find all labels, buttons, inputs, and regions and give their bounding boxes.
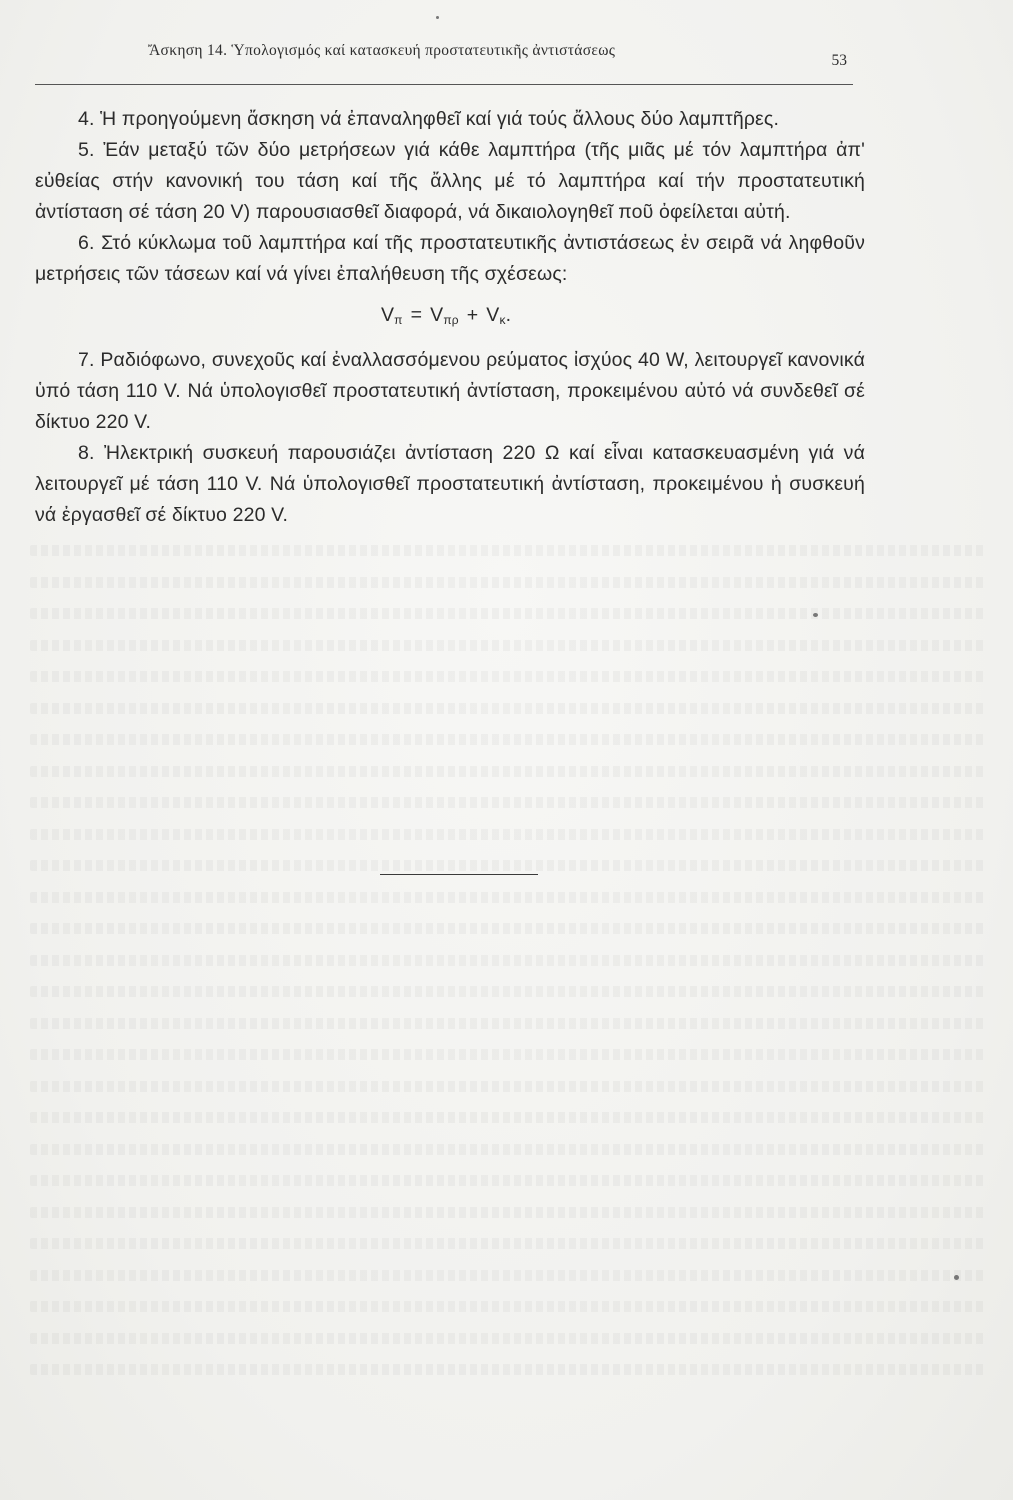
exercise-item-6: 6. Στό κύκλωμα τοῦ λαμπτήρα καί τῆς προστατευτικῆς ἀντιστάσεως ἐν σειρᾶ νά ληφθοῦν μετρήσεις τῶν τάσεων καί νά γίνει ἐπαλήθευση τῆς σχέσεως: <box>35 232 865 285</box>
bleed-through-line <box>30 1238 985 1249</box>
formula-plus: + <box>466 304 479 326</box>
bleed-through-line <box>30 671 985 682</box>
formula-term2-subscript: κ <box>499 313 506 327</box>
bleed-through-line <box>30 860 985 871</box>
formula-equals: = <box>410 304 423 326</box>
bleed-through-line <box>30 1112 985 1123</box>
exercise-text <box>35 104 865 531</box>
bleed-through-line <box>30 1364 985 1375</box>
formula-term1: V <box>430 304 444 326</box>
formula-lhs-subscript: π <box>394 313 403 327</box>
bleed-through-line <box>30 1270 985 1281</box>
formula-term1-subscript: πρ <box>443 313 459 327</box>
bleed-through-line <box>30 892 985 903</box>
exercise-item-4: 4. Ἡ προηγούμενη ἄσκηση νά ἐπαναληφθεῖ καί γιά τούς ἄλλους δύο λαμπτῆρες. <box>78 108 780 130</box>
exercise-item-7: 7. Ραδιόφωνο, συνεχοῦς καί ἐναλλασσόμενου ρεύματος ἰσχύος 40 W, λειτουργεῖ κανονικά ὑπό τάση 110 V. Νά ὑπολογισθεῖ προστατευτική ἀντίσταση, προκειμένου αὐτό νά συνδεθεῖ σέ δίκτυο 220 V. <box>35 349 865 433</box>
bleed-through-line <box>30 1049 985 1060</box>
formula-period: . <box>505 304 512 326</box>
bleed-through-line <box>30 1333 985 1344</box>
bleed-through-line <box>30 640 985 651</box>
section-divider <box>380 874 538 875</box>
scan-speck <box>436 16 439 19</box>
exercise-item-5: 5. Ἐάν μεταξύ τῶν δύο μετρήσεων γιά κάθε λαμπτήρα (τῆς μιᾶς μέ τόν λαμπτήρα ἀπ' εὐθείας στήν κανονική του τάση καί τῆς ἄλλης μέ τό λαμπτήρα καί τήν προστατευτική ἀντίσταση σέ τάση 20 V) παρουσιασθεῖ διαφορά, νά δικαιολογηθεῖ ποῦ ὀφείλεται αὐτή. <box>35 139 865 223</box>
bleed-through-line <box>30 797 985 808</box>
bleed-through-line <box>30 829 985 840</box>
exercise-item-8: 8. Ἠλεκτρική συσκευή παρουσιάζει ἀντίσταση 220 Ω καί εἶναι κατασκευασμένη γιά νά λειτουργεῖ μέ τάση 110 V. Νά ὑπολογισθεῖ προστατευτική ἀντίσταση, προκειμένου ἡ συσκευή νά ἐργασθεῖ σέ δίκτυο 220 V. <box>35 442 865 526</box>
bleed-through-line <box>30 703 985 714</box>
page-number: 53 <box>831 52 847 69</box>
scan-speck <box>813 613 818 617</box>
bleed-through-line <box>30 734 985 745</box>
bleed-through-line <box>30 955 985 966</box>
bleed-through-line <box>30 986 985 997</box>
bleed-through-line <box>30 545 985 556</box>
bleed-through-line <box>30 1144 985 1155</box>
bleed-through-line <box>30 923 985 934</box>
scan-speck <box>954 1275 959 1280</box>
bleed-through-line <box>30 1081 985 1092</box>
bleed-through-line <box>30 1018 985 1029</box>
bleed-through-line <box>30 577 985 588</box>
bleed-through-line <box>30 1175 985 1186</box>
bleed-through-line <box>30 1207 985 1218</box>
chapter-title: Ἄσκηση 14. Ὑπολογισμός καί κατασκευή προστατευτικῆς ἀντιστάσεως <box>148 42 616 59</box>
voltage-equation <box>35 300 865 336</box>
formula-lhs: V <box>381 304 395 326</box>
bleed-through-line <box>30 766 985 777</box>
bleed-through-line <box>30 1301 985 1312</box>
page-header <box>35 40 853 85</box>
formula-term2: V <box>486 304 500 326</box>
bleed-through-line <box>30 608 985 619</box>
